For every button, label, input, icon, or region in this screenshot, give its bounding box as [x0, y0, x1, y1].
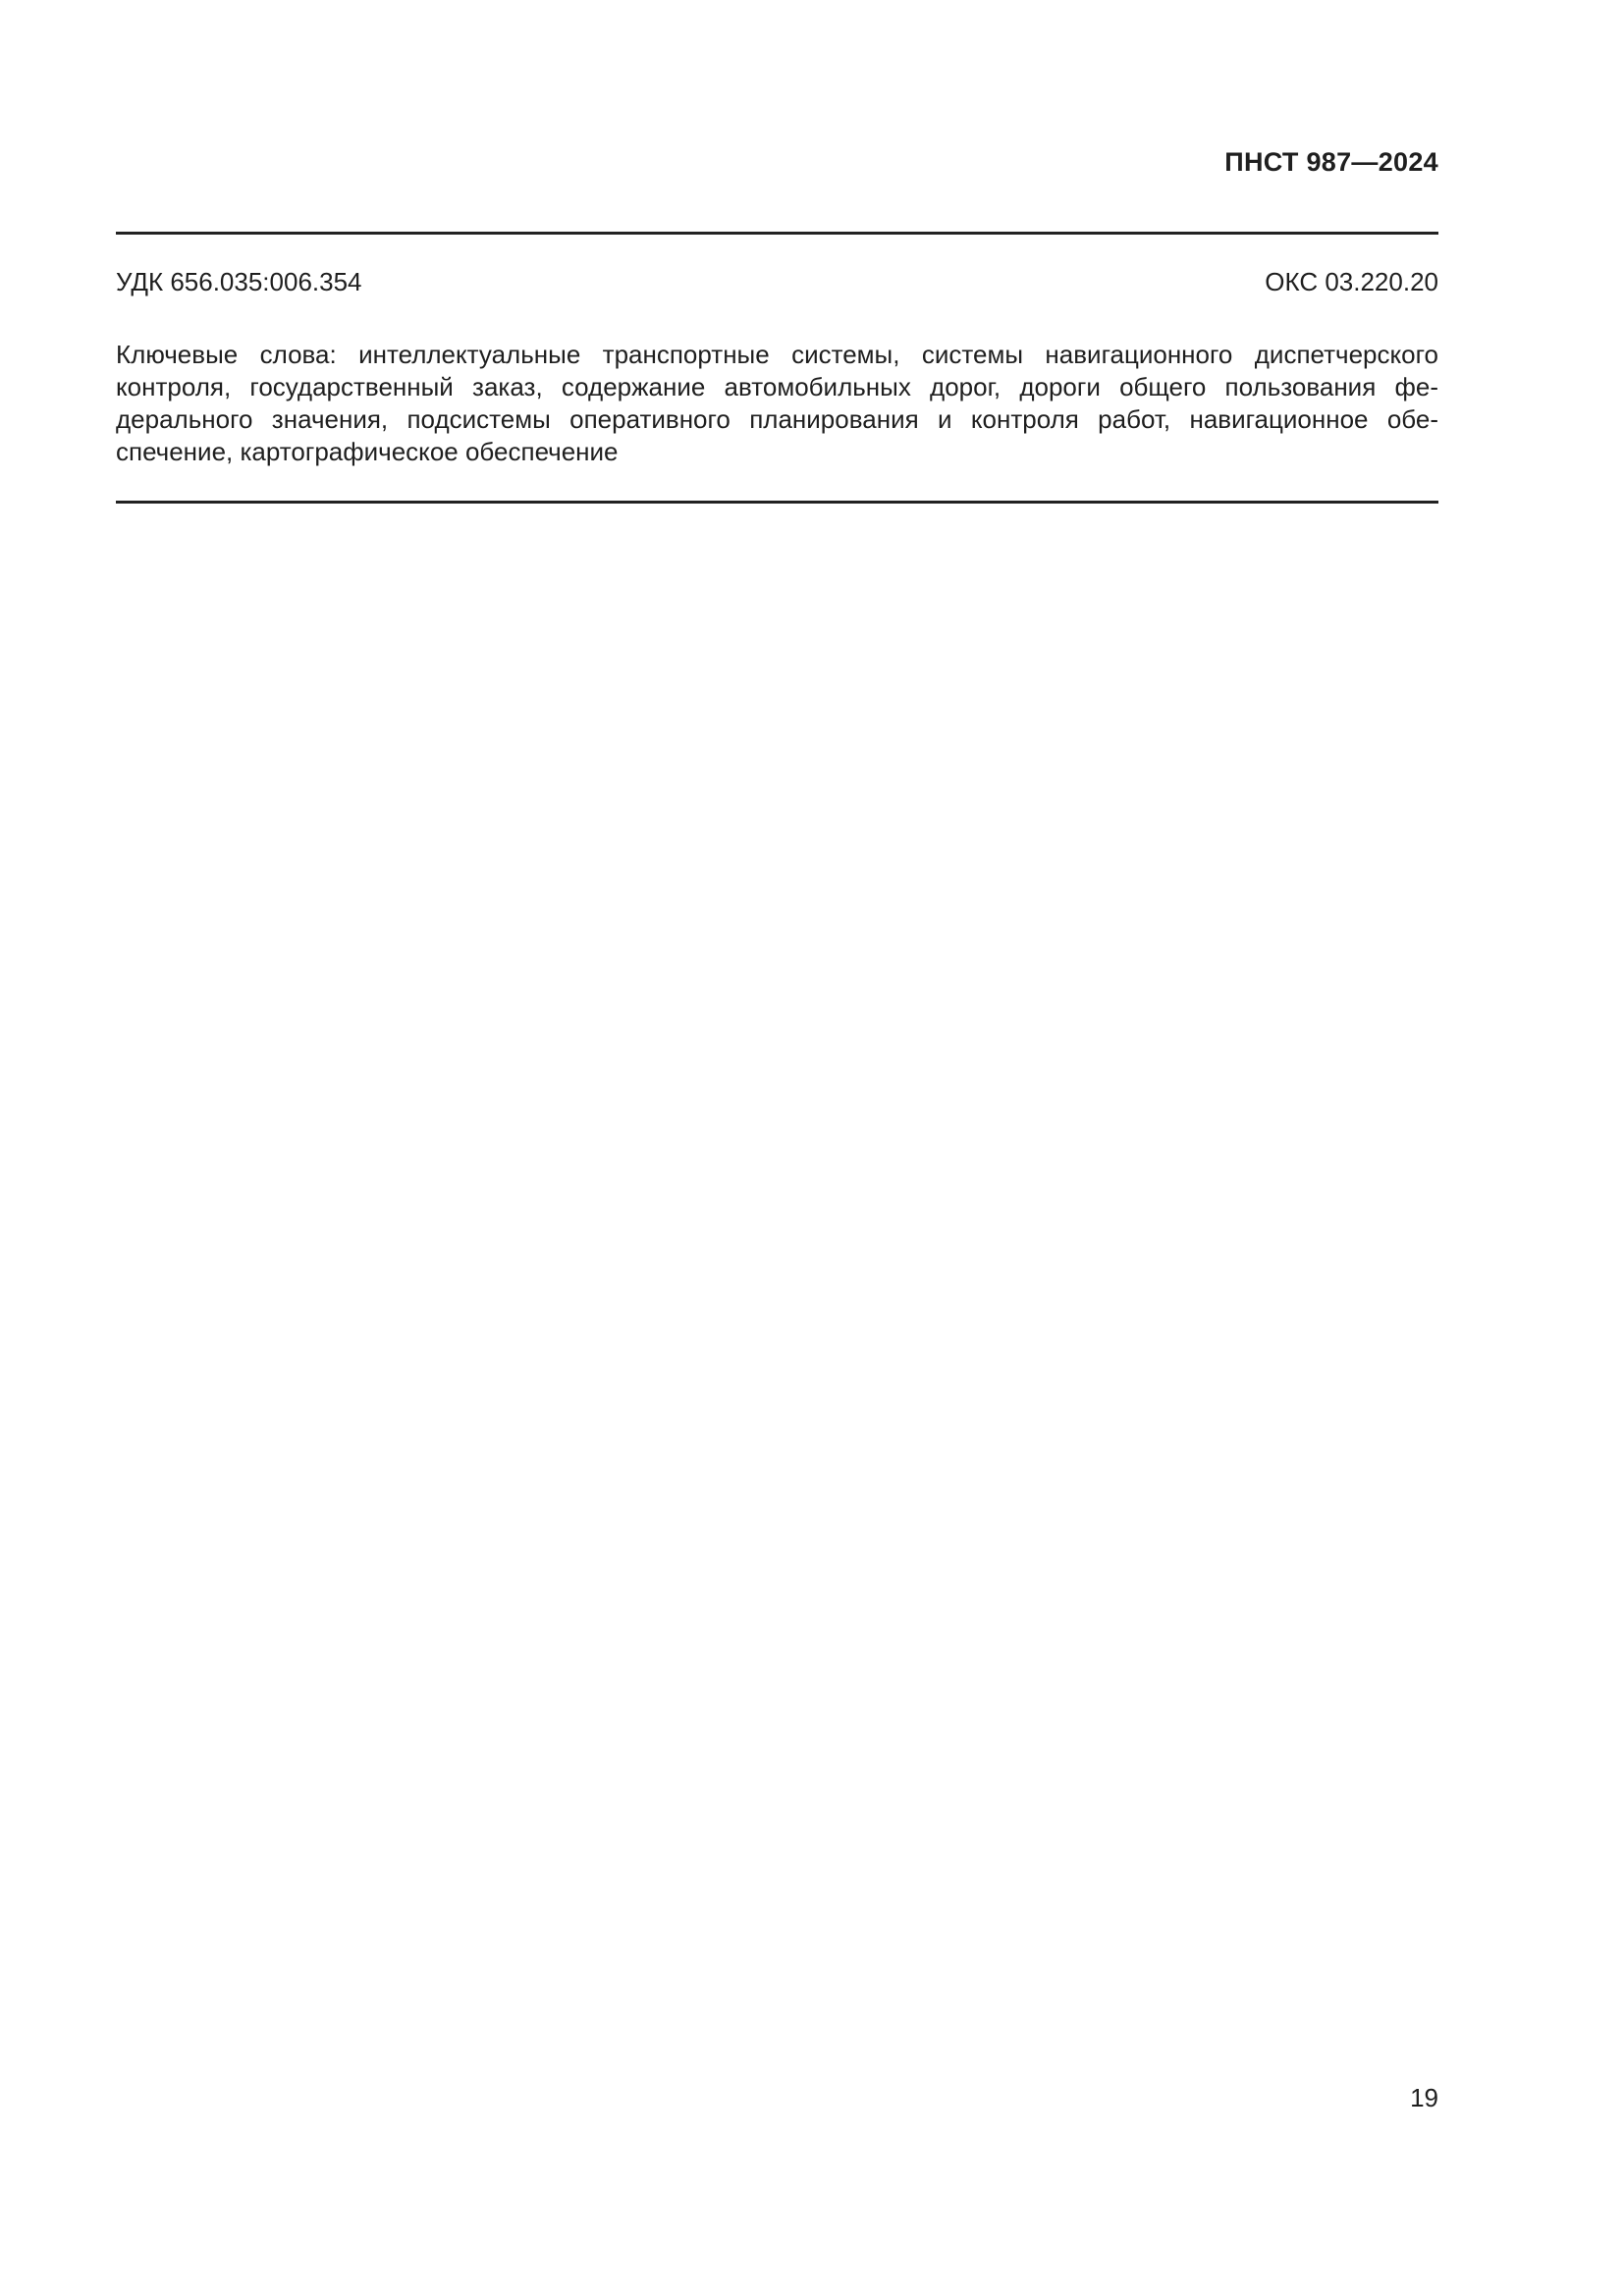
keywords-line: Ключевые слова: интеллектуальные транспортные системы, системы навигационного диспетчерского — [116, 340, 1438, 369]
keywords-line: спечение, картографическое обеспечение — [116, 437, 619, 466]
oks-code: ОКС 03.220.20 — [1265, 267, 1438, 296]
bottom-divider — [116, 501, 1438, 504]
page-number: 19 — [1410, 2083, 1438, 2112]
keywords-line: дерального значения, подсистемы оперативного планирования и контроля работ, навигационное обе- — [116, 404, 1438, 434]
keywords-line: контроля, государственный заказ, содержание автомобильных дорог, дороги общего пользования фе- — [116, 372, 1438, 401]
standard-number: ПНСТ 987—2024 — [1224, 147, 1438, 177]
udk-code: УДК 656.035:006.354 — [116, 267, 362, 296]
top-divider — [116, 232, 1438, 235]
keywords-paragraph — [116, 339, 1438, 468]
